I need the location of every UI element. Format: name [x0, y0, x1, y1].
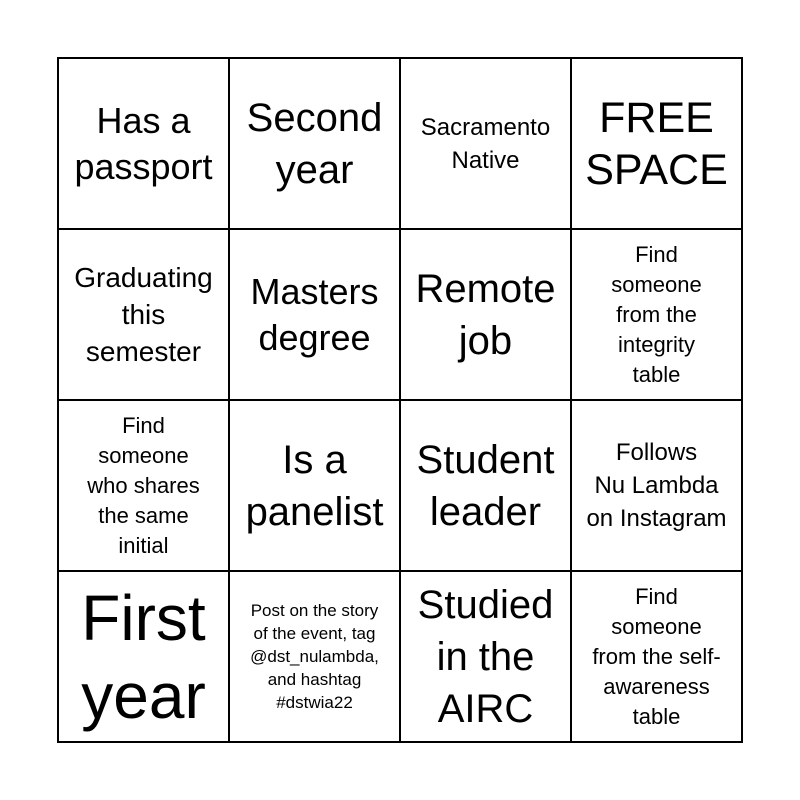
cell-text: Masters degree: [250, 270, 379, 358]
cell-text: Follows Nu Lambda on Instagram: [586, 439, 727, 532]
cell-text: First year: [81, 581, 206, 732]
cell-text: Student leader: [416, 437, 555, 534]
bingo-cell[interactable]: [59, 572, 230, 743]
bingo-board: [57, 57, 743, 743]
bingo-cell[interactable]: [59, 59, 230, 230]
bingo-cell[interactable]: [230, 572, 401, 743]
bingo-cell[interactable]: [230, 401, 401, 572]
cell-text: Find someone who shares the same initial: [87, 412, 200, 558]
cell-text: Graduating this semester: [74, 262, 213, 367]
bingo-cell[interactable]: [572, 401, 743, 572]
bingo-cell[interactable]: [572, 572, 743, 743]
free-space-cell[interactable]: [572, 59, 743, 230]
bingo-cell[interactable]: [59, 401, 230, 572]
cell-text: FREE SPACE: [585, 93, 728, 194]
cell-text: Has a passport: [74, 99, 213, 187]
bingo-cell[interactable]: [59, 230, 230, 401]
cell-text: Studied in the AIRC: [417, 582, 554, 731]
cell-text: Find someone from the integrity table: [611, 241, 702, 387]
cell-text: Post on the story of the event, tag @dst_nulambda, and hashtag #dstwia22: [250, 601, 379, 712]
cell-text: Sacramento Native: [420, 113, 551, 174]
bingo-cell[interactable]: [401, 401, 572, 572]
cell-text: Is a panelist: [245, 437, 384, 534]
cell-text: Remote job: [415, 266, 556, 363]
bingo-cell[interactable]: [572, 230, 743, 401]
cell-text: Find someone from the self- awareness table: [592, 583, 721, 729]
bingo-cell[interactable]: [230, 59, 401, 230]
cell-text: Second year: [246, 95, 383, 192]
bingo-cell[interactable]: [401, 230, 572, 401]
bingo-cell[interactable]: [401, 59, 572, 230]
bingo-cell[interactable]: [401, 572, 572, 743]
bingo-cell[interactable]: [230, 230, 401, 401]
